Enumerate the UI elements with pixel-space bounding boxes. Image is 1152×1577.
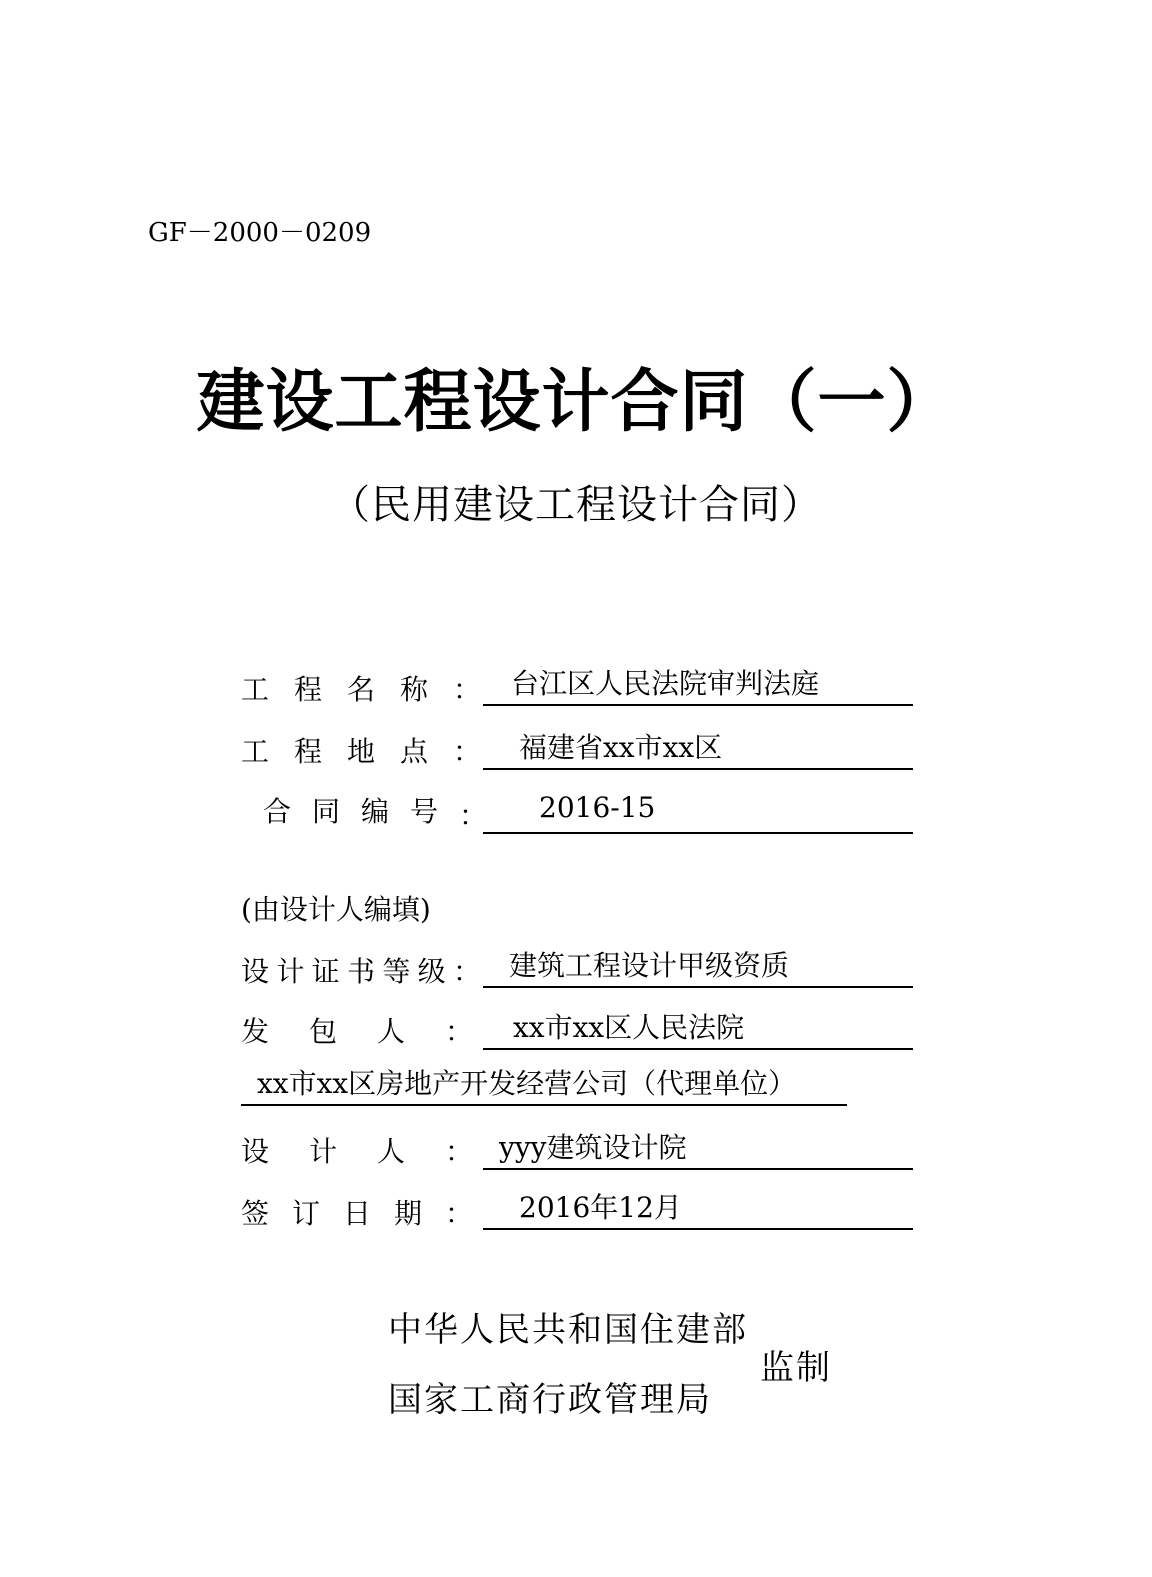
value-employer: xx市xx区人民法院 [513, 1011, 745, 1044]
value-agent: xx市xx区房地产开发经营公司（代理单位） [257, 1067, 797, 1100]
value-sign-date: 2016年12月 [519, 1191, 682, 1224]
label-contract-no: 合 同 编 号 ： [263, 795, 487, 832]
document-title: 建设工程设计合同（一） [196, 362, 956, 442]
field-designer [483, 1130, 913, 1170]
document-subtitle: （民用建设工程设计合同） [330, 482, 822, 528]
label-designer: 设 计 人 ： [241, 1135, 473, 1168]
supervise-label: 监制 [760, 1348, 832, 1388]
fill-note: (由设计人编填) [241, 893, 431, 926]
field-employer [483, 1010, 913, 1050]
value-designer: yyy建筑设计院 [499, 1131, 687, 1164]
document-code: GF－2000－0209 [148, 218, 372, 248]
field-contract-no [483, 790, 913, 834]
field-cert-level [483, 950, 913, 988]
value-cert-level: 建筑工程设计甲级资质 [509, 949, 790, 982]
label-employer: 发 包 人 ： [241, 1015, 473, 1048]
field-project-site [483, 730, 913, 770]
value-project-site: 福建省xx市xx区 [519, 731, 723, 764]
issuer-line-2: 国家工商行政管理局 [388, 1380, 712, 1420]
field-project-name [483, 668, 913, 706]
value-contract-no: 2016-15 [539, 791, 656, 824]
value-project-name: 台江区人民法院审判法庭 [511, 667, 820, 700]
issuer-line-1: 中华人民共和国住建部 [388, 1310, 748, 1350]
label-project-site: 工 程 地 点 ： [241, 735, 481, 768]
label-sign-date: 签 订 日 期 ： [241, 1197, 473, 1230]
field-agent [241, 1068, 847, 1106]
field-sign-date [483, 1192, 913, 1230]
label-cert-level: 设 计 证 书 等 级 ： [241, 955, 481, 988]
label-project-name: 工 程 名 称 ： [241, 673, 481, 706]
